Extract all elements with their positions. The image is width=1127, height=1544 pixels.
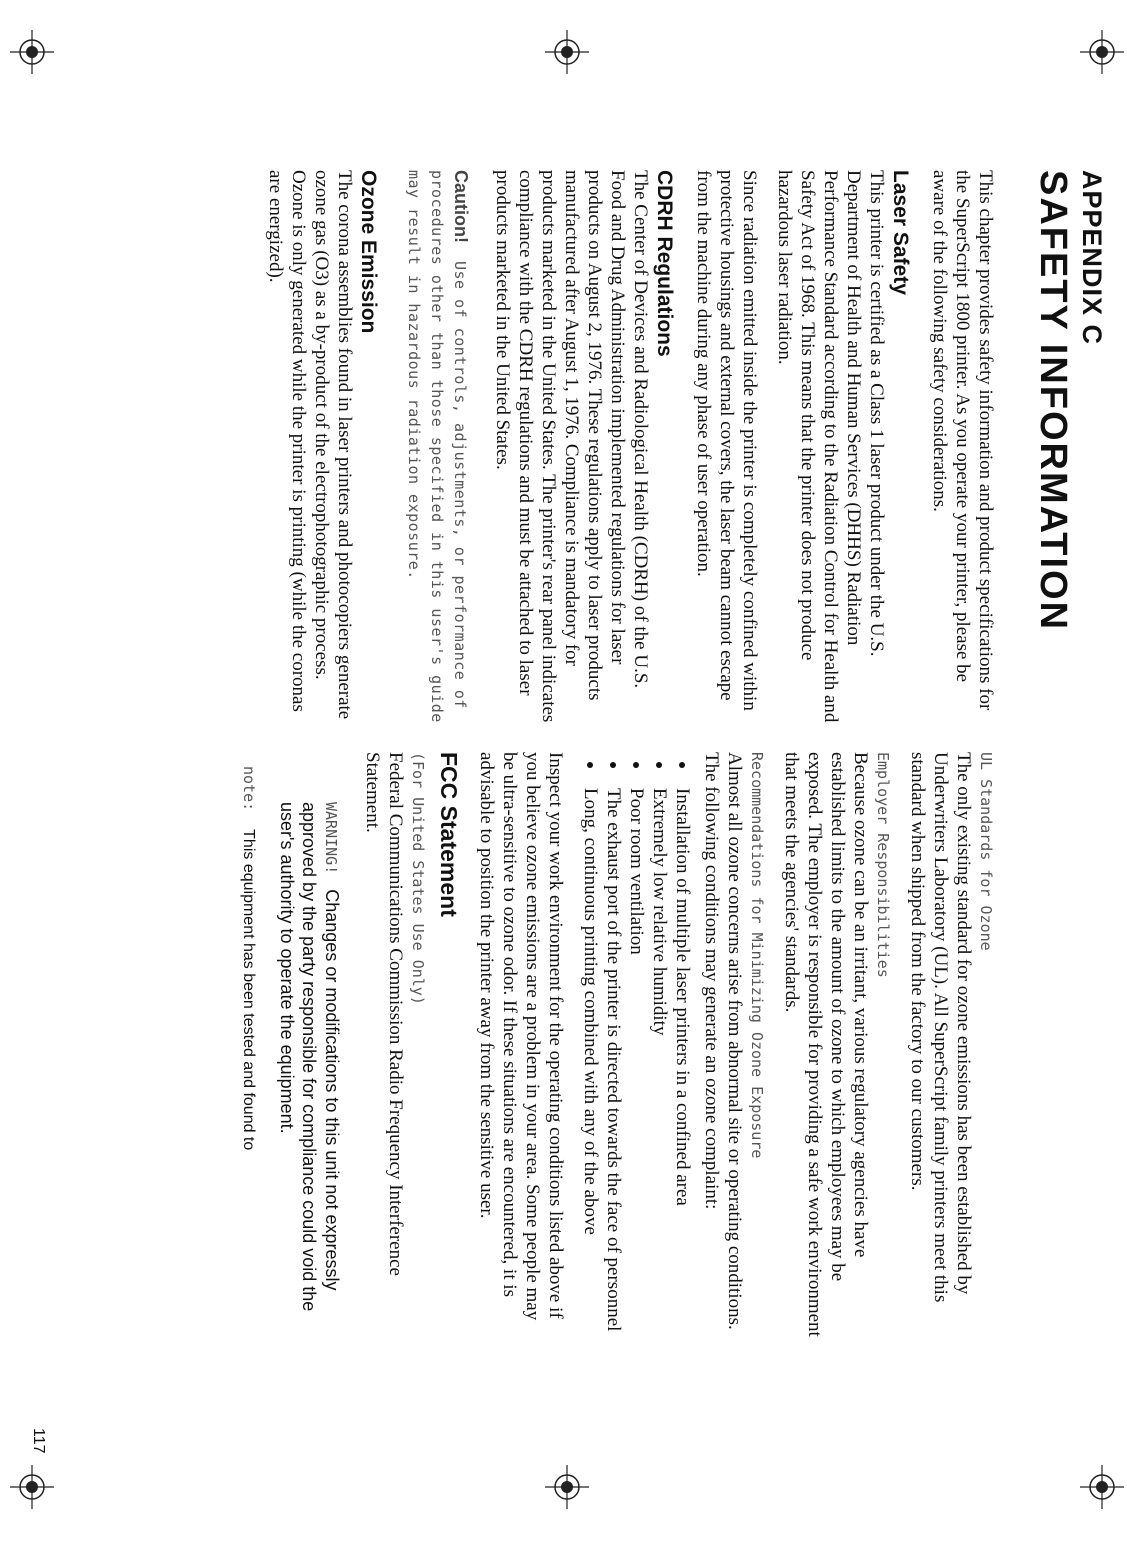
warning-body: Changes or modifications to this unit not expressly approved by the party responsible for compliance could void the user's authority to operate the equipment. bbox=[277, 802, 342, 1312]
page-number: 117 bbox=[30, 1428, 47, 1454]
fcc-paragraph: Federal Communications Commission Radio Frequency Interference Statement. bbox=[362, 752, 406, 1276]
intro-paragraph: This chapter provides safety information and product specifications for the SuperScript 1800 printer. As you operate your printer, please be aware of the following safety considerations. bbox=[929, 170, 996, 711]
cdrh-paragraph: The Center of Devices and Radiological Health (CDRH) of the U.S. Food and Drug Administration implemented regulations for laser products on August 2, 1976. These regulations apply to laser products manufactured after August 1, 1976. Compliance is mandatory for products marketed in the United States. The printer's rear panel indicates compliance with the CDRH regulations and must be attached to laser products marketed in the United States. bbox=[492, 170, 651, 723]
ozone-heading: Ozone Emission bbox=[357, 170, 380, 334]
caution-block bbox=[402, 170, 473, 730]
employer-subhead: Employer Responsibilities bbox=[874, 752, 892, 978]
laser-safety-heading: Laser Safety bbox=[889, 170, 912, 295]
ul-subhead: UL Standards for Ozone bbox=[977, 752, 995, 951]
note-text: This equipment has been tested and found to bbox=[240, 829, 257, 1151]
list-item: Poor room ventilation bbox=[625, 752, 648, 1342]
bullet-icon bbox=[633, 762, 639, 768]
list-item: Installation of multiple laser printers in a confined area bbox=[671, 752, 694, 1342]
bullet-icon bbox=[610, 762, 616, 768]
list-item: Extremely low relative humidity bbox=[648, 752, 671, 1342]
recommend-paragraph-2: Inspect your work environment for the operating conditions listed above if you believe ozone emissions are a problem in your area. Some people may be ultra-sensitive to ozone odor. If these situations are encountered, it is advisable to position the printer away from the sensitive user. bbox=[476, 752, 566, 1321]
recommend-paragraph-1: Almost all ozone concerns arise from abnormal site or operating conditions. The following conditions may generate an ozone complaint: bbox=[701, 752, 745, 1330]
laser-safety-paragraph-1: This printer is certified as a Class 1 laser product under the U.S. Department of Health and Human Services (DHHS) Radiation Performance Standard according to the Radiation Control for Health and Safety Act of 1968. This means that the printer does not produce hazardous laser radiation. bbox=[774, 170, 887, 723]
ozone-paragraph: The corona assemblies found in laser printers and photocopiers generate ozone gas (O3) as a by-product of the electrophotographic process. Ozone is only generated while the printer is printing (while the coronas are energized). bbox=[265, 170, 355, 720]
fcc-subhead: (For United States Use Only) bbox=[409, 752, 427, 1005]
fcc-heading: FCC Statement bbox=[436, 752, 462, 917]
note-label: note: bbox=[240, 766, 258, 812]
list-item: Long, continuous printing combined with any of the above bbox=[579, 752, 602, 1342]
title-block bbox=[1031, 170, 1109, 1370]
list-item: The exhaust port of the printer is directed towards the face of personnel bbox=[602, 752, 625, 1342]
cdrh-heading: CDRH Regulations bbox=[653, 170, 676, 357]
ul-paragraph: The only existing standard for ozone emissions has been established by Underwriters Laboratory (UL). All SuperScript family printers meet this standard when shipped from the factory to our customers. bbox=[907, 752, 974, 1303]
ozone-conditions-list bbox=[579, 752, 694, 1342]
bullet-icon bbox=[587, 762, 593, 768]
appendix-label: APPENDIX C bbox=[1077, 170, 1107, 346]
employer-paragraph: Because ozone can be an irritant, various regulatory agencies have established limits to the amount of ozone to which employees may be exposed. The employer is responsible for providing a safe work environment that meets the agencies' standards. bbox=[781, 752, 871, 1337]
recommend-subhead: Recommendations for Minimizing Ozone Exposure bbox=[748, 752, 766, 1159]
warning-block bbox=[276, 802, 343, 1342]
caution-label: Caution! bbox=[451, 170, 471, 243]
page-title: SAFETY INFORMATION bbox=[1032, 170, 1074, 632]
warning-label: WARNING! bbox=[322, 802, 340, 875]
bullet-icon bbox=[679, 762, 685, 768]
warning-text bbox=[276, 802, 343, 1342]
bullet-icon bbox=[656, 762, 662, 768]
note-block bbox=[237, 766, 260, 1342]
laser-safety-paragraph-2: Since radiation emitted inside the printer is completely confined within protective housings and external covers, the laser beam cannot escape from the machine during any phase of user operation. bbox=[693, 170, 760, 711]
caution-text: Use of controls, adjustments, or performance of procedures other than those specified in this user's guide may result in hazardous radiation exposure. bbox=[405, 170, 469, 723]
